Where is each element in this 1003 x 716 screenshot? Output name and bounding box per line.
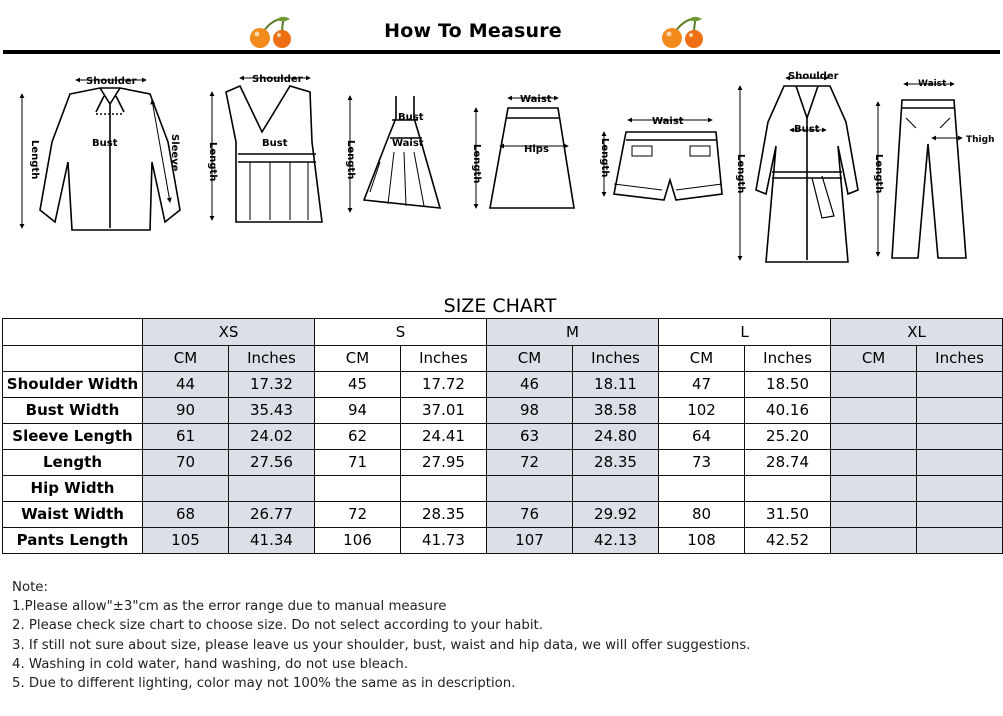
table-cell: 70 — [143, 450, 229, 476]
table-cell: 90 — [143, 398, 229, 424]
table-row — [3, 476, 1003, 502]
table-row — [3, 372, 1003, 398]
size-xs-header: XS — [143, 319, 315, 346]
unit-header-cm: CM — [143, 346, 229, 372]
table-cell — [573, 476, 659, 502]
row-label: Length — [3, 450, 143, 476]
measurement-illustrations — [0, 62, 1003, 286]
tank-length-label: Length — [207, 142, 218, 182]
notes-section — [12, 578, 992, 693]
table-cell: 73 — [659, 450, 745, 476]
table-cell: 46 — [487, 372, 573, 398]
table-row — [3, 528, 1003, 554]
unit-header-inches: Inches — [401, 346, 487, 372]
row-label: Shoulder Width — [3, 372, 143, 398]
dress-length-label: Length — [345, 140, 356, 180]
table-cell — [401, 476, 487, 502]
table-cell: 106 — [315, 528, 401, 554]
table-cell — [487, 476, 573, 502]
skirt-waist-label: Waist — [520, 94, 552, 105]
blouse-bust-label: Bust — [92, 138, 118, 149]
table-cell: 76 — [487, 502, 573, 528]
table-cell — [831, 528, 917, 554]
table-cell — [917, 424, 1003, 450]
unit-header-cm: CM — [315, 346, 401, 372]
note-line: 2. Please check size chart to choose size. Do not select according to your habit. — [12, 618, 543, 634]
note-line: 3. If still not sure about size, please leave us your shoulder, bust, waist and hip data, we will offer suggestions. — [12, 637, 751, 653]
table-row — [3, 450, 1003, 476]
blouse-sleeve-label: Sleeve — [169, 134, 180, 172]
table-cell: 62 — [315, 424, 401, 450]
size-chart-table — [2, 318, 1003, 554]
table-cell: 42.13 — [573, 528, 659, 554]
tank-shoulder-label: Shoulder — [252, 74, 303, 85]
unit-header-cm: CM — [831, 346, 917, 372]
table-cell — [917, 476, 1003, 502]
table-cell: 108 — [659, 528, 745, 554]
table-cell: 105 — [143, 528, 229, 554]
table-cell: 17.72 — [401, 372, 487, 398]
table-cell — [831, 372, 917, 398]
table-cell: 31.50 — [745, 502, 831, 528]
row-label: Pants Length — [3, 528, 143, 554]
pants-waist-label: Waist — [918, 79, 947, 89]
table-cell: 27.56 — [229, 450, 315, 476]
table-cell: 18.11 — [573, 372, 659, 398]
unit-header-row — [3, 346, 1003, 372]
table-cell: 72 — [487, 450, 573, 476]
table-cell: 24.41 — [401, 424, 487, 450]
unit-header-inches: Inches — [573, 346, 659, 372]
note-line: 4. Washing in cold water, hand washing, do not use bleach. — [12, 656, 409, 672]
dress-waist-label: Waist — [392, 138, 424, 149]
table-cell: 37.01 — [401, 398, 487, 424]
table-row — [3, 502, 1003, 528]
table-cell: 107 — [487, 528, 573, 554]
table-cell — [917, 528, 1003, 554]
tank-diagram — [212, 78, 322, 222]
pants-length-label: Length — [873, 154, 884, 194]
skirt-length-label: Length — [471, 144, 482, 184]
table-cell — [831, 476, 917, 502]
table-cell: 80 — [659, 502, 745, 528]
table-cell: 61 — [143, 424, 229, 450]
size-m-header: M — [487, 319, 659, 346]
unit-header-inches: Inches — [229, 346, 315, 372]
table-cell: 40.16 — [745, 398, 831, 424]
table-cell — [315, 476, 401, 502]
size-chart-title: SIZE CHART — [443, 295, 557, 317]
table-cell: 18.50 — [745, 372, 831, 398]
table-cell: 71 — [315, 450, 401, 476]
note-line: 1.Please allow"±3"cm as the error range due to manual measure — [12, 599, 447, 615]
table-cell: 24.02 — [229, 424, 315, 450]
table-cell: 28.35 — [401, 502, 487, 528]
table-cell: 45 — [315, 372, 401, 398]
how-to-measure-header — [0, 0, 1003, 56]
table-cell: 47 — [659, 372, 745, 398]
table-cell: 28.35 — [573, 450, 659, 476]
table-cell — [831, 502, 917, 528]
table-cell: 63 — [487, 424, 573, 450]
table-cell: 64 — [659, 424, 745, 450]
cherry-icon-left — [246, 14, 296, 50]
pants-diagram — [878, 84, 966, 258]
size-s-header: S — [315, 319, 487, 346]
unit-header-cm: CM — [659, 346, 745, 372]
table-cell: 72 — [315, 502, 401, 528]
table-cell — [831, 398, 917, 424]
table-row — [3, 398, 1003, 424]
table-cell — [831, 424, 917, 450]
row-label: Sleeve Length — [3, 424, 143, 450]
table-cell: 102 — [659, 398, 745, 424]
table-cell: 42.52 — [745, 528, 831, 554]
table-cell — [229, 476, 315, 502]
table-cell — [917, 398, 1003, 424]
table-cell: 41.73 — [401, 528, 487, 554]
table-cell: 28.74 — [745, 450, 831, 476]
table-cell — [143, 476, 229, 502]
table-cell: 26.77 — [229, 502, 315, 528]
table-cell: 25.20 — [745, 424, 831, 450]
table-cell — [659, 476, 745, 502]
table-cell: 98 — [487, 398, 573, 424]
table-cell: 94 — [315, 398, 401, 424]
shorts-waist-label: Waist — [652, 116, 684, 127]
cherry-icon-right — [658, 14, 708, 50]
corner-cell — [3, 319, 143, 346]
coat-diagram — [740, 78, 858, 262]
notes-heading: Note: — [12, 580, 48, 595]
coat-bust-label: Bust — [794, 124, 820, 135]
tank-bust-label: Bust — [262, 138, 288, 149]
table-cell — [917, 372, 1003, 398]
row-label: Bust Width — [3, 398, 143, 424]
size-xl-header: XL — [831, 319, 1003, 346]
header-divider — [3, 50, 1000, 54]
table-cell — [917, 502, 1003, 528]
dress-diagram — [350, 96, 440, 212]
unit-header-cm: CM — [487, 346, 573, 372]
row-label: Waist Width — [3, 502, 143, 528]
blouse-shoulder-label: Shoulder — [86, 76, 137, 87]
row-label: Hip Width — [3, 476, 143, 502]
dress-bust-label: Bust — [398, 112, 424, 123]
table-cell: 24.80 — [573, 424, 659, 450]
unit-header-inches: Inches — [917, 346, 1003, 372]
table-cell: 29.92 — [573, 502, 659, 528]
skirt-hips-label: Hips — [524, 144, 549, 155]
table-cell — [745, 476, 831, 502]
unit-header-inches: Inches — [745, 346, 831, 372]
table-cell — [831, 450, 917, 476]
coat-shoulder-label: Shoulder — [788, 71, 839, 82]
coat-length-label: Length — [735, 154, 746, 194]
shorts-diagram — [604, 120, 722, 200]
table-cell: 17.32 — [229, 372, 315, 398]
table-cell: 68 — [143, 502, 229, 528]
unit-corner-cell — [3, 346, 143, 372]
table-cell: 35.43 — [229, 398, 315, 424]
table-cell — [917, 450, 1003, 476]
size-header-row — [3, 319, 1003, 346]
table-row — [3, 424, 1003, 450]
pants-thigh-label: Thigh — [966, 135, 995, 145]
page-title: How To Measure — [384, 20, 562, 42]
blouse-diagram — [22, 80, 180, 230]
table-cell: 38.58 — [573, 398, 659, 424]
shorts-length-label: Length — [599, 138, 610, 178]
blouse-length-label: Length — [29, 140, 40, 180]
size-l-header: L — [659, 319, 831, 346]
note-line: 5. Due to different lighting, color may not 100% the same as in description. — [12, 676, 516, 692]
table-cell: 41.34 — [229, 528, 315, 554]
table-cell: 27.95 — [401, 450, 487, 476]
table-cell: 44 — [143, 372, 229, 398]
